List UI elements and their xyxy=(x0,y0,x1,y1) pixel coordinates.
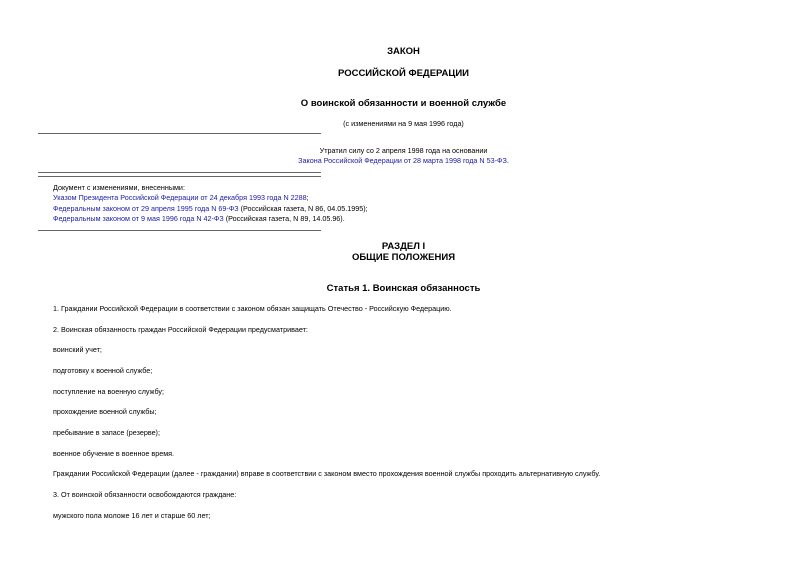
paragraph: подготовку к военной службе; xyxy=(53,366,153,375)
amendment-link[interactable]: Федеральным законом от 29 апреля 1995 года N 69-ФЗ xyxy=(53,204,239,213)
amendment-item xyxy=(53,204,368,213)
article-title: Статья 1. Воинская обязанность xyxy=(326,283,481,294)
paragraph: воинский учет; xyxy=(53,345,102,354)
amendment-tail: (Российская газета, N 86, 04.05.1995); xyxy=(238,204,368,213)
amendment-item xyxy=(53,193,309,202)
divider xyxy=(38,172,321,173)
divider xyxy=(38,230,321,231)
paragraph: 3. От воинской обязанности освобождаются граждане: xyxy=(53,490,237,499)
law-title-country: РОССИЙСКОЙ ФЕДЕРАЦИИ xyxy=(337,68,469,79)
paragraph: прохождение военной службы; xyxy=(53,407,157,416)
repeal-law-link[interactable]: Закона Российской Федерации от 28 марта 1998 года N 53-ФЗ xyxy=(298,156,507,165)
law-subtitle: О воинской обязанности и военной службе xyxy=(300,98,507,109)
divider xyxy=(38,133,321,134)
amendments-intro: Документ с изменениями, внесенными: xyxy=(53,183,185,192)
amendment-note: (с изменениями на 9 мая 1996 года) xyxy=(343,119,464,128)
amendment-link[interactable]: Федеральным законом от 9 мая 1996 года N 42-ФЗ xyxy=(53,214,224,223)
law-title: ЗАКОН xyxy=(387,46,420,57)
amendment-tail: ; xyxy=(306,193,309,202)
repeal-reference xyxy=(0,156,807,165)
amendment-item xyxy=(53,214,345,223)
paragraph: 1. Граждании Российской Федерации в соответствии с законом обязан защищать Отечество - Российскую Федерацию. xyxy=(53,304,452,313)
section-number: РАЗДЕЛ I xyxy=(381,241,426,252)
paragraph: Граждании Российской Федерации (далее - граждании) вправе в соответствии с законом вместо прохождения военной службы проходить альтернативную службу. xyxy=(53,469,601,478)
repeal-tail: . xyxy=(506,156,509,165)
amendment-tail: (Российская газета, N 89, 14.05.96). xyxy=(223,214,345,223)
paragraph: пребывание в запасе (резерве); xyxy=(53,428,160,437)
amendment-link[interactable]: Указом Президента Российской Федерации от 24 декабря 1993 года N 2288 xyxy=(53,193,307,202)
paragraph: 2. Воинская обязанность граждан Российской Федерации предусматривает: xyxy=(53,325,308,334)
repeal-note: Утратил силу со 2 апреля 1998 года на основании xyxy=(319,146,488,155)
section-title: ОБЩИЕ ПОЛОЖЕНИЯ xyxy=(351,252,456,263)
paragraph: мужского пола моложе 16 лет и старше 60 лет; xyxy=(53,511,211,520)
divider xyxy=(38,176,321,177)
paragraph: поступление на военную службу; xyxy=(53,387,165,396)
paragraph: военное обучение в военное время. xyxy=(53,449,175,458)
